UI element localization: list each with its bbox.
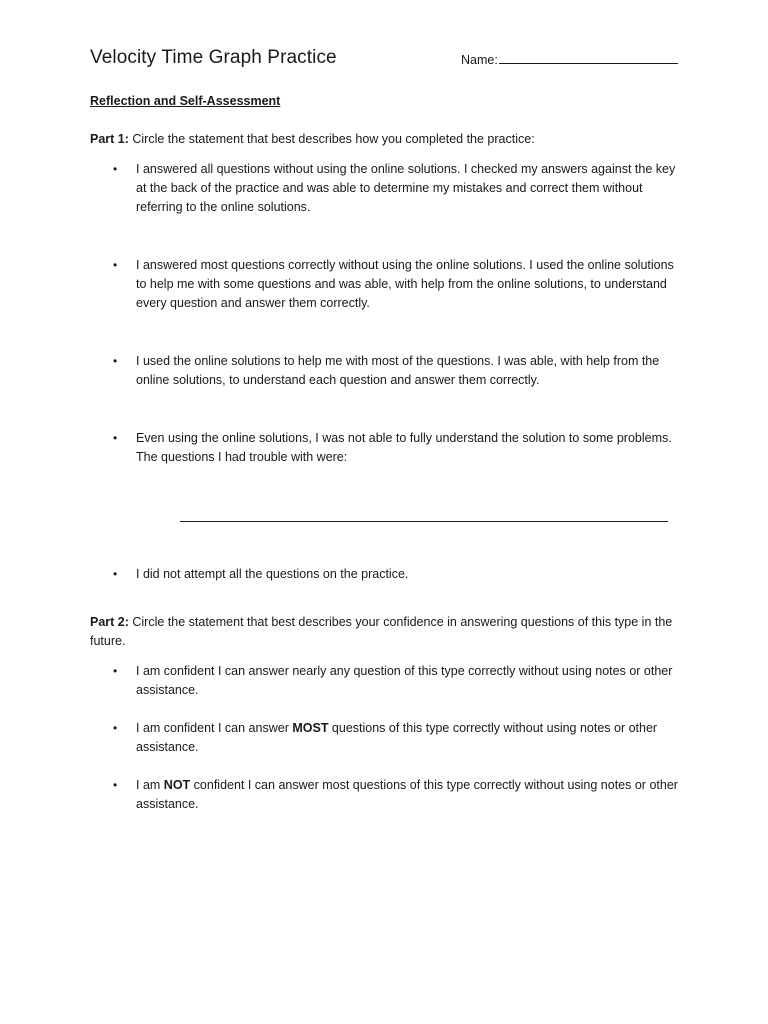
part1-prompt: Circle the statement that best describes how you completed the practice: [128, 132, 535, 146]
bullet-icon: • [113, 431, 118, 445]
bullet-icon: • [113, 567, 118, 581]
part2-option-3 [113, 776, 681, 814]
name-label: Name: [461, 53, 498, 67]
option-text-pre: I am [136, 778, 164, 792]
trouble-questions-blank-line [180, 521, 668, 522]
part2-option-2 [113, 719, 681, 757]
option-text: I answered most questions correctly without using the online solutions. I used the online solutions to help me with some questions and was able, with help from the online solutions, to understand every question and answer them correctly. [136, 258, 674, 310]
part1-option-5 [113, 565, 681, 584]
part1-option-4 [113, 429, 681, 467]
part1-option-3 [113, 352, 681, 390]
part2-prompt: Circle the statement that best describes your confidence in answering questions of this type in the future. [90, 615, 673, 648]
bullet-icon: • [113, 162, 118, 176]
option-text-post: questions of this type correctly without using notes or other assistance. [136, 721, 658, 754]
option-text-post: confident I can answer most questions of this type correctly without using notes or other assistance. [136, 778, 678, 811]
bullet-icon: • [113, 354, 118, 368]
option-text-pre: I am confident I can answer [136, 721, 293, 735]
bullet-icon: • [113, 778, 118, 792]
name-field [461, 53, 678, 67]
option-text: I am confident I can answer nearly any question of this type correctly without using notes or other assistance. [136, 664, 673, 697]
emphasis-not: NOT [163, 778, 191, 792]
part1-option-1 [113, 160, 681, 217]
page-title: Velocity Time Graph Practice [90, 47, 337, 68]
part1-label: Part 1: [90, 132, 129, 146]
option-text: I used the online solutions to help me with most of the questions. I was able, with help from the online solutions, to understand each question and answer them correctly. [136, 354, 660, 387]
part1-option-2 [113, 256, 681, 313]
option-text: I answered all questions without using the online solutions. I checked my answers against the key at the back of the practice and was able to determine my mistakes and correct them without referring to the online solutions. [136, 162, 676, 214]
bullet-icon: • [113, 258, 118, 272]
name-blank-line [499, 53, 678, 64]
option-text: Even using the online solutions, I was not able to fully understand the solution to some problems. The questions I had trouble with were: [136, 431, 672, 464]
part2-label: Part 2: [90, 615, 129, 629]
bullet-icon: • [113, 721, 118, 735]
emphasis-most: MOST [292, 721, 329, 735]
part2-option-1 [113, 662, 681, 700]
part1-intro [90, 130, 680, 149]
option-text: I did not attempt all the questions on the practice. [136, 567, 409, 581]
part2-intro [90, 613, 680, 651]
section-heading: Reflection and Self-Assessment [90, 94, 281, 108]
bullet-icon: • [113, 664, 118, 678]
